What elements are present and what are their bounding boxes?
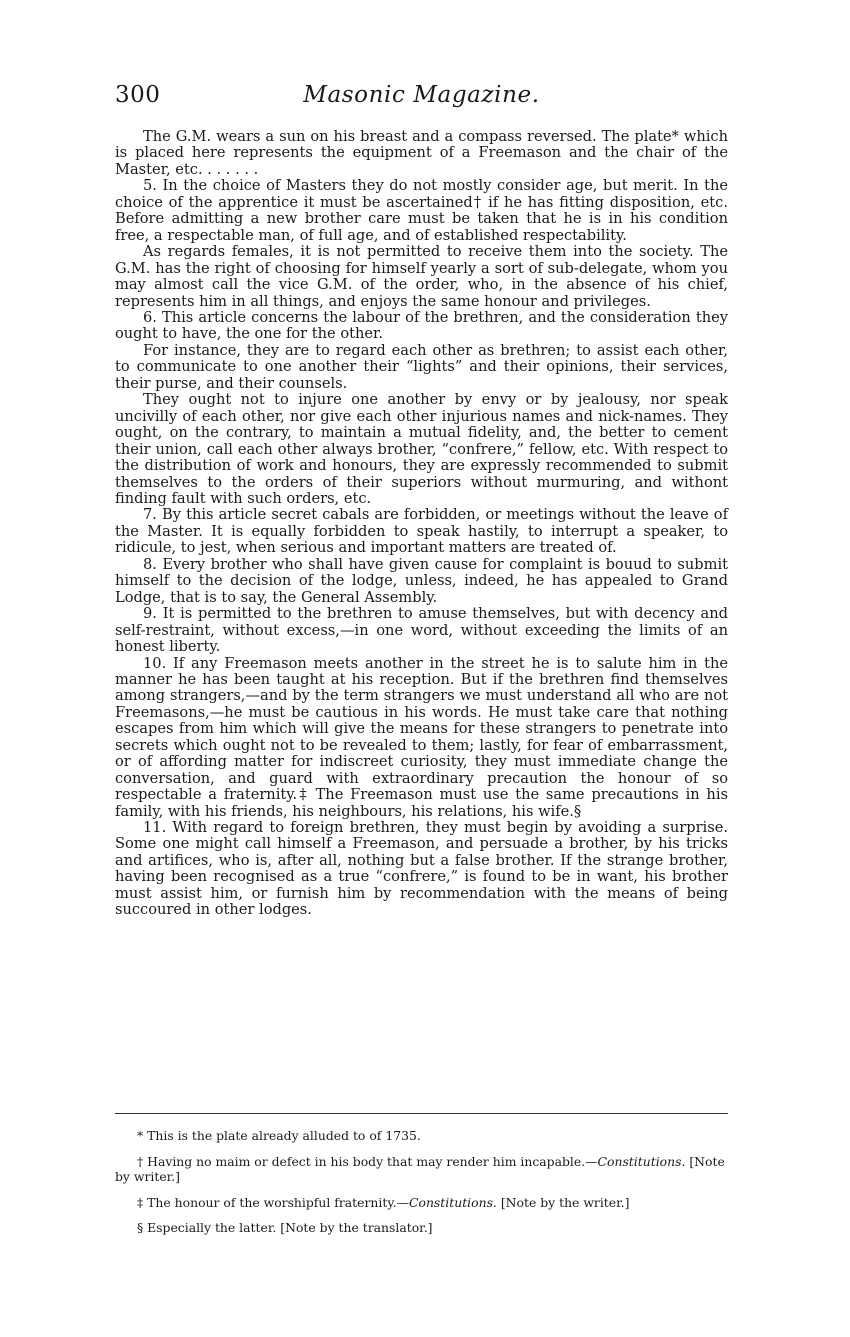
footnote (115, 1220, 728, 1236)
footnote-text: ‡ The honour of the worshipful fraternity.— (137, 1194, 410, 1210)
paragraph: They ought not to injure one another by envy or by jealousy, nor speak uncivilly of each other, nor give each other injurious names and nick-names. They ought, on the contrary, to maintain a mutual fidelity, and, the better to cement their union, call each other always brother, “confrere,” fellow, etc. With respect to the distribution of work and honours, they are expressly recommended to submit themselves to the orders of their superiors without murmuring, and withont finding fault with such orders, etc. (115, 391, 728, 507)
paragraph: 11. With regard to foreign brethren, they must begin by avoiding a surprise. Some one might call himself a Freemason, and persuade a brother, by his tricks and artifices, who is, after all, nothing but a false brother. If the strange brother, having been recognised as a true “confrere,” is found to be in want, his brother must assist him, or furnish him by recommendation with the means of being succoured in other lodges. (115, 819, 728, 919)
running-title: Masonic Magazine. (303, 82, 540, 108)
footnote-source: Constitutions. (409, 1194, 497, 1210)
footnote-divider (115, 1113, 728, 1114)
footnote (115, 1195, 728, 1211)
paragraph: 5. In the choice of Masters they do not mostly consider age, but merit. In the choice of the apprentice it must be ascertained† if he has fitting disposition, etc. Before admitting a new brother care must be taken that he is in his condition free, a respectable man, of full age, and of established respectability. (115, 177, 728, 244)
paragraph: As regards females, it is not permitted to receive them into the society. The G.M. has the right of choosing for himself yearly a sort of sub-delegate, whom you may almost call the vice G.M. of the order, who, in the absence of his chief, represents him in all things, and enjoys the same honour and privileges. (115, 243, 728, 310)
footnote-note: [Note by writer.] (115, 1153, 725, 1184)
paragraph: For instance, they are to regard each other as brethren; to assist each other, to communicate to one another their “lights” and their opinions, their services, their purse, and their counsels. (115, 341, 728, 392)
paragraph: 8. Every brother who shall have given cause for complaint is bouud to submit himself to the decision of the lodge, unless, indeed, he has appealed to Grand Lodge, that is to say, the General Assembly. (115, 555, 728, 606)
footnote-text: § Especially the latter. [Note by the translator.] (137, 1220, 433, 1235)
paragraph: 9. It is permitted to the brethren to amuse themselves, but with decency and self-restraint, without excess,—in one word, without exceeding the limits of an honest liberty. (115, 605, 728, 656)
footnote (115, 1128, 728, 1144)
footnote-note: [Note by the writer.] (496, 1194, 630, 1210)
page-header (115, 82, 728, 116)
paragraph: 6. This article concerns the labour of the brethren, and the consideration they ought to have, the one for the other. (115, 308, 728, 343)
footnotes (115, 1128, 728, 1246)
paragraph: The G.M. wears a sun on his breast and a compass reversed. The plate* which is placed here represents the equipment of a Freemason and the chair of the Master, etc. . . . . . . (115, 128, 728, 178)
footnote-source: Constitutions. (597, 1153, 686, 1169)
page-number: 300 (115, 82, 161, 108)
footnote-text: * This is the plate already alluded to of 1735. (137, 1128, 421, 1143)
footnote-text: † Having no maim or defect in his body that may render him incapable.— (137, 1153, 598, 1169)
article-body (115, 129, 728, 919)
footnote (115, 1154, 728, 1185)
paragraph: 10. If any Freemason meets another in the street he is to salute him in the manner he has been taught at his reception. But if the brethren find themselves among strangers,—and by the term strangers we must understand all who are not Freemasons,—he must be cautious in his words. He must take care that nothing escapes from him which will give the means for these strangers to penetrate into secrets which ought not to be revealed to them; lastly, for fear of embarrassment, or of affording matter for indiscreet curiosity, they must immediate change the conversation, and guard with extraordinary precaution the honour of so respectable a fraternity.‡ The Freemason must use the same precautions in his family, with his friends, his neighbours, his relations, his wife.§ (115, 654, 728, 820)
paragraph: 7. By this article secret cabals are forbidden, or meetings without the leave of the Master. It is equally forbidden to speak hastily, to interrupt a speaker, to ridicule, to jest, when serious and important matters are treated of. (115, 506, 728, 557)
